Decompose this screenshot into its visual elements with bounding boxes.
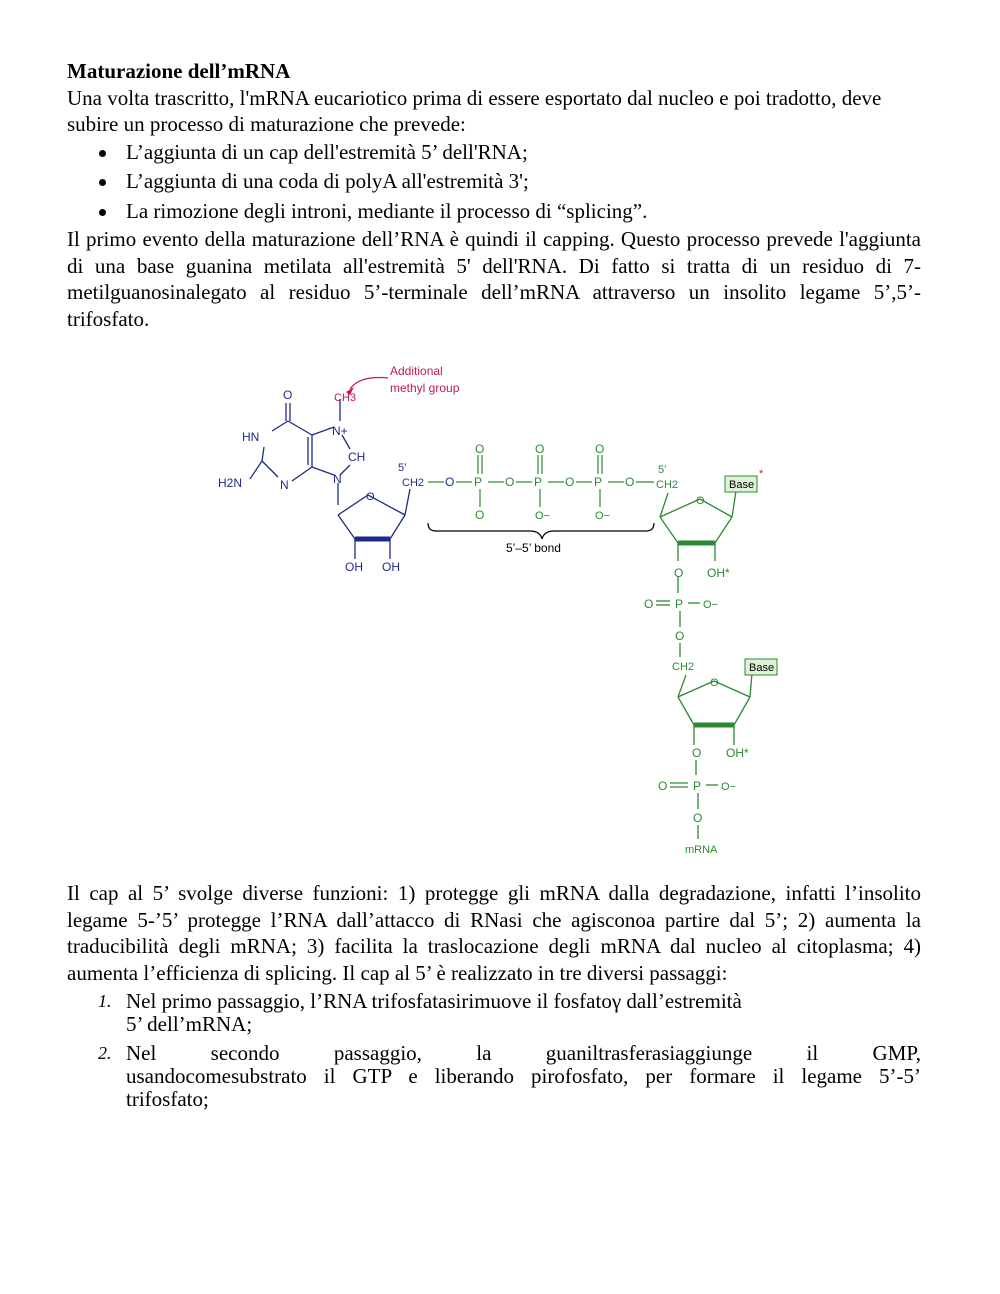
o-3prime-2: O: [692, 746, 702, 760]
annotation-line-2: methyl group: [390, 381, 460, 395]
phosphate-p-1: P: [474, 475, 483, 489]
ribose-oxygen-label-2: O: [696, 495, 705, 507]
n9-label: N: [333, 472, 342, 486]
oh-label-2: OH: [382, 560, 400, 574]
base-label-2: Base: [749, 662, 775, 674]
ch3-label: CH3: [334, 392, 357, 404]
o-chain: O: [693, 811, 703, 825]
amino-label: H2N: [218, 476, 243, 490]
phosphate-o-minus-5: O−: [721, 781, 736, 793]
bridge-oxygen-4: O: [625, 475, 635, 489]
phosphate-o-bottom-1: O: [475, 508, 485, 522]
cap-structure-figure: [200, 355, 800, 860]
step-number: 1.: [98, 991, 112, 1011]
ch-label: CH: [348, 450, 366, 464]
phosphate-o-minus-2: O−: [535, 510, 550, 522]
phosphate-p-5: P: [693, 779, 702, 793]
document-title: Maturazione dell’mRNA: [67, 59, 291, 83]
list-item: [67, 990, 921, 1036]
capping-steps-list: [67, 990, 921, 1111]
bridge-oxygen-3: O: [565, 475, 575, 489]
oh-star-2: OH*: [726, 746, 749, 760]
list-item: L’aggiunta di un cap dell'estremità 5’ dell'RNA;: [67, 138, 921, 168]
maturation-steps-list: [67, 138, 921, 227]
bond-label: 5’–5’ bond: [506, 541, 561, 555]
list-item: La rimozione degli introni, mediante il processo di “splicing”.: [67, 197, 921, 227]
n7-plus-label: N+: [332, 424, 348, 438]
five-prime-label-1: 5’: [398, 462, 407, 474]
mrna-label: mRNA: [685, 844, 718, 856]
base-label-1: Base: [729, 479, 755, 491]
guanine-oxygen-label: O: [283, 388, 293, 402]
ch2-label-2: CH2: [656, 479, 679, 491]
step-number: 2.: [98, 1043, 112, 1063]
phosphate-p-3: P: [594, 475, 603, 489]
o-3prime-1: O: [674, 566, 684, 580]
ch2-label-3: CH2: [672, 661, 695, 673]
cap-functions-paragraph: Il cap al 5’ svolge diverse funzioni: 1) protegge gli mRNA dalla degradazione, infatti l’insolito legame 5-’5’ protegge l’RNA dall’attacco di RNasi che agisconoa partire dal 5’; 2) aumenta la traducibilità degli mRNA; 3) facilita la traslocazione degli mRNA dal nucleo al citoplasma; 4) aumenta l’efficienza di splicing. Il cap al 5’ è realizzato in tre diversi passaggi:: [67, 881, 921, 985]
bridge-oxygen-1: O: [445, 475, 455, 489]
base-star-1: *: [759, 468, 764, 480]
phosphate-o-top-1: O: [475, 442, 485, 456]
phosphate-o-minus-4: O−: [703, 599, 718, 611]
phosphate-o-top-3: O: [595, 442, 605, 456]
oh-star-1: OH*: [707, 566, 730, 580]
methylguanine-structure: [250, 399, 350, 505]
step-text-line: Nel secondo passaggio, la guaniltrasferasiaggiunge il GMP,: [126, 1041, 921, 1065]
step-text-line: usandocomesubstrato il GTP e liberando pirofosfato, per formare il legame 5’-5’: [126, 1064, 921, 1088]
bottom-text-block: [67, 880, 921, 1117]
phosphate-o-double-1: O: [644, 597, 654, 611]
ribose-oxygen-label-3: O: [710, 677, 719, 689]
phosphate-o-minus-3: O−: [595, 510, 610, 522]
phosphate-p-4: P: [675, 597, 684, 611]
phosphate-o-top-2: O: [535, 442, 545, 456]
list-item: [67, 1042, 921, 1111]
ch2-label-1: CH2: [402, 477, 425, 489]
list-item: L’aggiunta di una coda di polyA all'estremità 3';: [67, 167, 921, 197]
n-label: N: [280, 478, 289, 492]
step-text-line: 5’ dell’mRNA;: [126, 1012, 253, 1036]
bond-brace: [428, 523, 654, 539]
phosphate-o-double-2: O: [658, 779, 668, 793]
bridge-oxygen-2: O: [505, 475, 515, 489]
o-5prime-2: O: [675, 629, 685, 643]
oh-label-1: OH: [345, 560, 363, 574]
top-text-block: [67, 58, 921, 332]
five-prime-label-2: 5’: [658, 464, 667, 476]
step-text-line: Nel primo passaggio, l’RNA trifosfatasirimuove il fosfatoγ dall’estremità: [126, 989, 742, 1013]
annotation-arrow: [350, 377, 388, 389]
ribose-oxygen-label: O: [366, 491, 375, 503]
intro-paragraph: Una volta trascritto, l'mRNA eucariotico prima di essere esportato dal nucleo e poi tradotto, deve subire un processo di maturazione che prevede:: [67, 85, 882, 136]
step-text-line: trifosfato;: [126, 1087, 209, 1111]
capping-paragraph: Il primo evento della maturazione dell’RNA è quindi il capping. Questo processo prevede l'aggiunta di una base guanina metilata all'estremità 5' dell'RNA. Di fatto si tratta di un residuo di 7-metilguanosinalegato al residuo 5’-terminale dell’mRNA attraverso un insolito legame 5’,5’-trifosfato.: [67, 227, 921, 331]
hn-label: HN: [242, 430, 260, 444]
annotation-line-1: Additional: [390, 364, 443, 378]
phosphate-p-2: P: [534, 475, 543, 489]
